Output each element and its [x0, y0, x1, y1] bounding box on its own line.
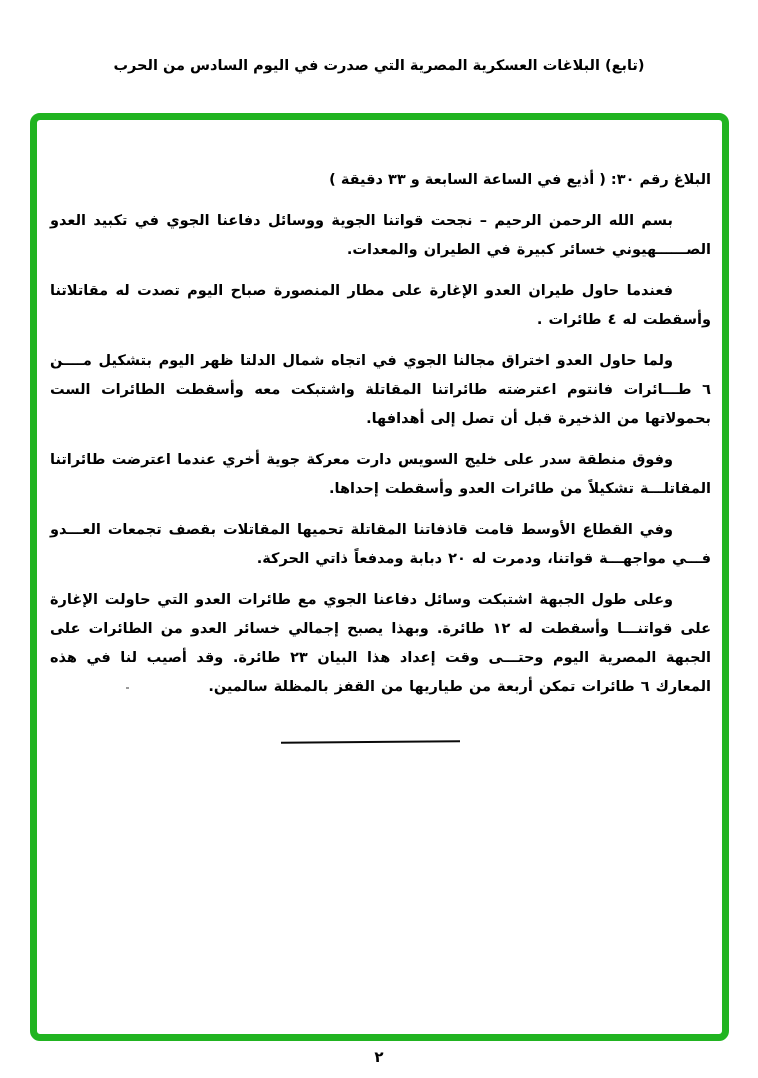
- communique-paragraph-delta-interception: ولما حاول العدو اختراق مجالنا الجوي في اتجاه شمال الدلتا ظهر اليوم بتشكيل مــــن ٦ طـــائرات فانتوم اعترضته طائراتنا المقاتلة واشتبكت معه وأسقطت الطائرات الست بحمولاتها من الذخيرة قبل أن تصل إلى أهدافها.: [50, 353, 711, 427]
- communique-paragraph-sudr-battle: وفوق منطقة سدر على خليج السويس دارت معركة جوية أخري عندما اعترضت طائراتنا المقاتلـــة تشكيلاً من طائرات العدو وأسقطت إحداها.: [50, 452, 711, 497]
- communique-body: [37, 120, 722, 714]
- communique-paragraph-basmala: بسم الله الرحمن الرحيم – نجحت قواتنا الجوية ووسائل دفاعنا الجوي في تكبيد العدو الصــــــهيوني خسائر كبيرة في الطيران والمعدات.: [50, 213, 711, 258]
- communique-paragraph-mansoura-raid: فعندما حاول طيران العدو الإغارة على مطار المنصورة صباح اليوم تصدت له مقاتلاتنا وأسقطت له ٤ طائرات .: [50, 283, 711, 328]
- communique-paragraph-central-sector: وفي القطاع الأوسط قامت قاذفاتنا المقاتلة تحميها المقاتلات بقصف تجمعات العـــدو فـــي مواجهـــة قواتنا، ودمرت له ٢٠ دبابة ومدفعاً ذاتي الحركة.: [50, 522, 711, 567]
- communique-number-line: البلاغ رقم ٣٠: ( أذيع في الساعة السابعة و ٣٣ دقيقة ): [329, 172, 711, 188]
- page-number: ٢: [374, 1048, 384, 1066]
- scan-artifact-dot: [126, 687, 129, 689]
- communique-paragraph-front-totals: وعلى طول الجبهة اشتبكت وسائل دفاعنا الجوي مع طائرات العدو التي حاولت الإغارة على قواتنـــا وأسقطت له ١٢ طائرة. وبهذا يصبح إجمالي خسائر العدو من الطائرات على الجبهة المصرية اليوم وحتـــى وقت إعداد هذا البيان ٢٣ طائرة. وقد أصيب لنا في هذه المعارك ٦ طائرات تمكن أربعة من طياريها من القفز بالمظلة سالمين.: [50, 592, 711, 695]
- communique-frame: [30, 113, 729, 1041]
- page-title: (تابع) البلاغات العسكرية المصرية التي صدرت في اليوم السادس من الحرب: [113, 58, 645, 74]
